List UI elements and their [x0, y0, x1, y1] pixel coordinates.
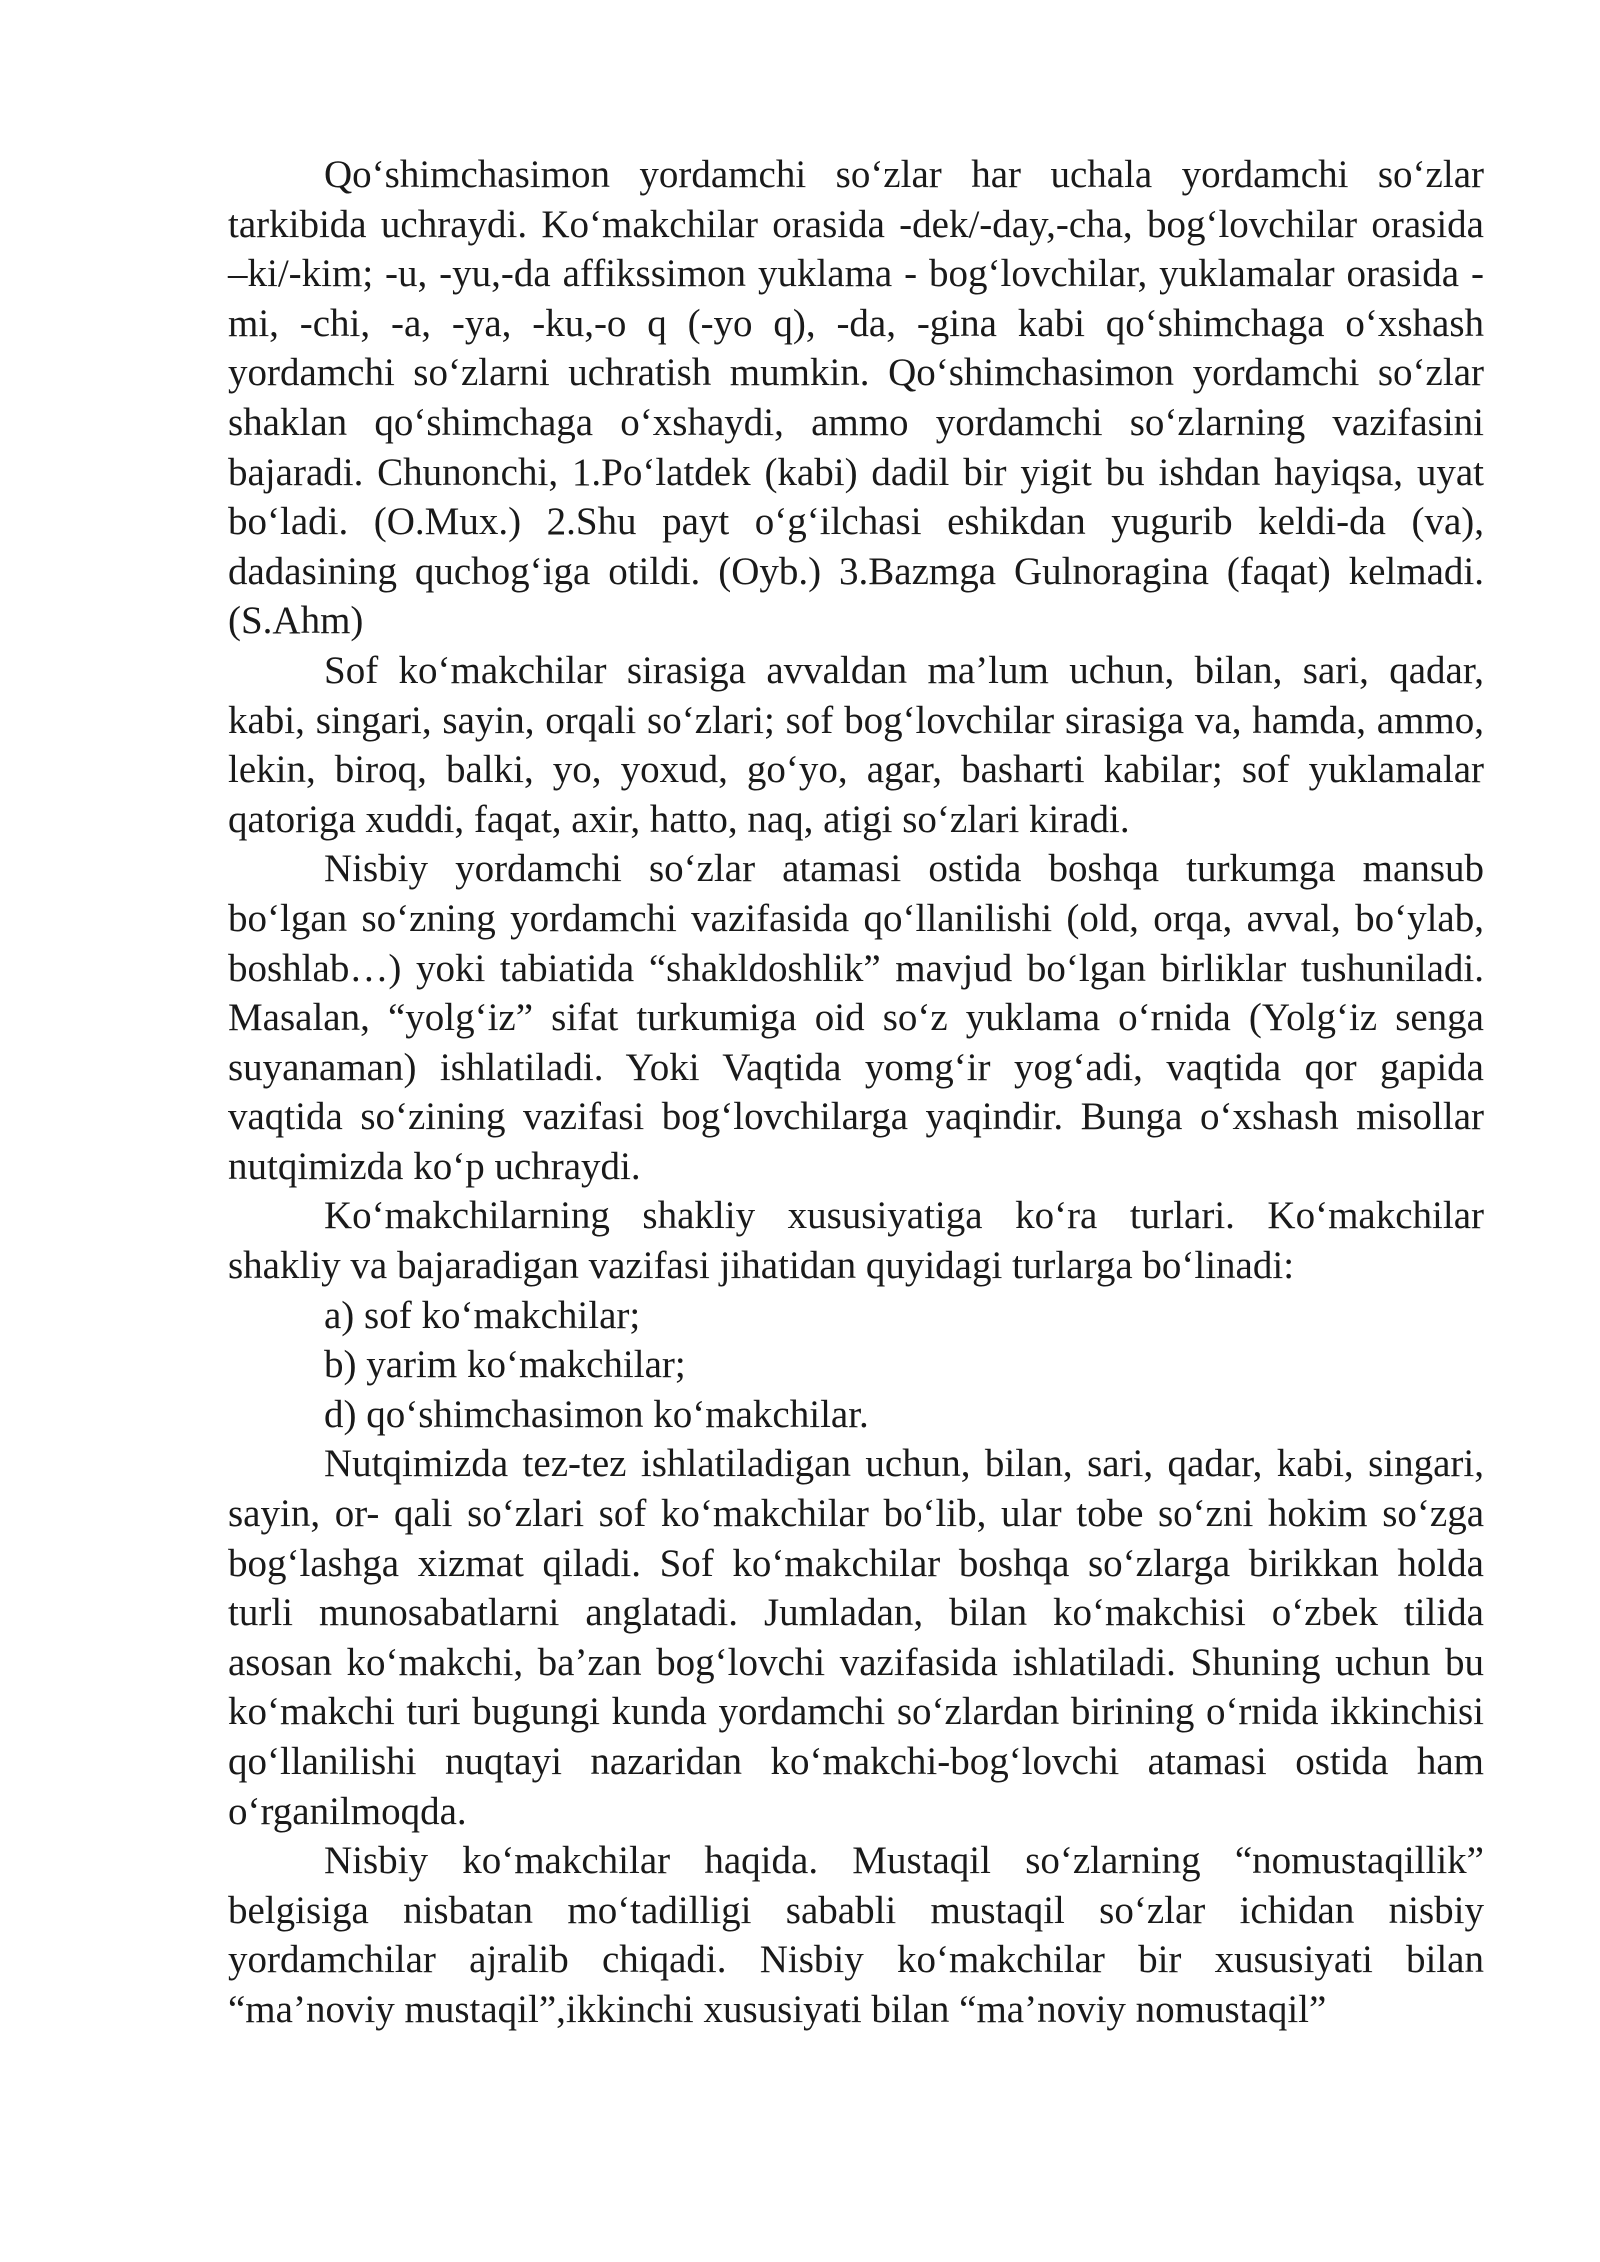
list-item: b) yarim ko‘makchilar; [324, 1343, 686, 1387]
paragraph: Nutqimizda tez-tez ishlatiladigan uchun, bilan, sari, qadar, kabi, singari, sayin, or- qali so‘zlari sof ko‘makchilar bo‘lib, ular tobe so‘zni hokim so‘zga bog‘lashga xizmat qiladi. Sof ko‘makchilar boshqa so‘zlarga birikkan holda turli munosabatlarni anglatadi. Jumladan, bilan ko‘makchisi o‘zbek tilida asosan ko‘makchi, ba’zan bog‘lovchi vazifasida ishlatiladi. Shuning uchun bu ko‘makchi turi bugungi kunda yordamchi so‘zlardan birining o‘rnida ikkinchisi qo‘llanilishi nuqtayi nazaridan ko‘makchi-bog‘lovchi atamasi ostida ham o‘rganilmoqda. [228, 1442, 1484, 1833]
paragraph: Sof ko‘makchilar sirasiga avvaldan ma’lum uchun, bilan, sari, qadar, kabi, singari, sayin, orqali so‘zlari; sof bog‘lovchilar sirasiga va, hamda, ammo, lekin, biroq, balki, yo, yoxud, go‘yo, agar, basharti kabilar; sof yuklamalar qatoriga xuddi, faqat, axir, hatto, naq, atigi so‘zlari kiradi. [228, 648, 1484, 841]
paragraph: Qo‘shimchasimon yordamchi so‘zlar har uchala yordamchi so‘zlar tarkibida uchraydi. Ko‘makchilar orasida -dek/-day,-cha, bog‘lovchilar orasida –ki/-kim; -u, -yu,-da affikssimon yuklama - bog‘lovchilar, yuklamalar orasida -mi, -chi, -a, -ya, -ku,-o q (-yo q), -da, -gina kabi qo‘shimchaga o‘xshash yordamchi so‘zlarni uchratish mumkin. Qo‘shimchasimon yordamchi so‘zlar shaklan qo‘shimchaga o‘xshaydi, ammo yordamchi so‘zlarning vazifasini bajaradi. Chunonchi, 1.Po‘latdek (kabi) dadil bir yigit bu ishdan hayiqsa, uyat bo‘ladi. (O.Mux.) 2.Shu payt o‘g‘ilchasi eshikdan yugurib keldi-da (va), dadasining quchog‘iga otildi. (Oyb.) 3.Bazmga Gulnoragina (faqat) kelmadi. (S.Ahm) [228, 153, 1484, 643]
list-item: d) qo‘shimchasimon ko‘makchilar. [324, 1392, 869, 1436]
paragraph: Nisbiy yordamchi so‘zlar atamasi ostida boshqa turkumga mansub bo‘lgan so‘zning yordamchi vazifasida qo‘llanilishi (old, orqa, avval, bo‘ylab, boshlab…) yoki tabiatida “shakldoshlik” mavjud bo‘lgan birliklar tushuniladi. Masalan, “yolg‘iz” sifat turkumiga oid so‘z yuklama o‘rnida (Yolg‘iz senga suyanaman) ishlatiladi. Yoki Vaqtida yomg‘ir yog‘adi, vaqtida qor gapida vaqtida so‘zining vazifasi bog‘lovchilarga yaqindir. Bunga o‘xshash misollar nutqimizda ko‘p uchraydi. [228, 847, 1484, 1188]
paragraph: Ko‘makchilarning shakliy xususiyatiga ko‘ra turlari. Ko‘makchilar shakliy va bajaradigan vazifasi jihatidan quyidagi turlarga bo‘linadi: [228, 1194, 1484, 1288]
document-page [228, 150, 1484, 2035]
paragraph: Nisbiy ko‘makchilar haqida. Mustaqil so‘zlarning “nomustaqillik” belgisiga nisbatan mo‘tadilligi sababli mustaqil so‘zlar ichidan nisbiy yordamchilar ajralib chiqadi. Nisbiy ko‘makchilar bir xususiyati bilan “ma’noviy mustaqil”,ikkinchi xususiyati bilan “ma’noviy nomustaqil” [228, 1839, 1484, 2031]
list-item: a) sof ko‘makchilar; [324, 1293, 641, 1337]
